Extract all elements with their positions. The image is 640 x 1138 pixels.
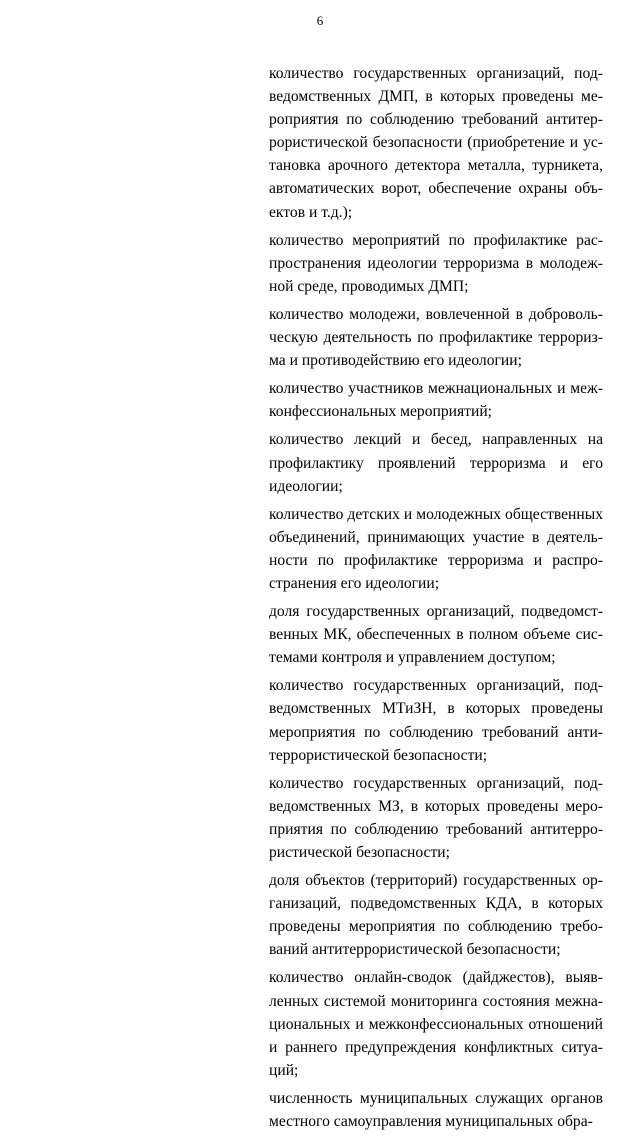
text-line: количество лекций и бесед, направленных на	[269, 431, 603, 449]
text-line: мероприятия по соблюдению требований анти-	[269, 723, 603, 741]
paragraph	[269, 869, 603, 961]
paragraph	[269, 674, 603, 766]
paragraph	[269, 503, 603, 595]
text-line: пространения идеологии терроризма в молодеж-	[269, 254, 603, 272]
text-line: проведены мероприятия по соблюдению требо-	[269, 918, 603, 936]
page-number: 6	[316, 13, 324, 28]
paragraph	[269, 377, 603, 423]
text-line: количество участников межнациональных и меж-	[269, 380, 603, 398]
text-line: ектов и т.д.);	[269, 203, 353, 221]
text-line: рористической безопасности (приобретение и ус-	[269, 134, 603, 152]
paragraph	[269, 62, 603, 224]
text-line: циональных и межконфессиональных отношений	[269, 1015, 603, 1033]
text-line: численность муниципальных служащих органов	[269, 1089, 603, 1107]
text-line: автоматических ворот, обеспечение охраны объ-	[269, 180, 603, 198]
text-column	[269, 62, 603, 1138]
text-line: количество государственных организаций, под-	[269, 677, 603, 695]
text-line: ма и противодействию его идеологии;	[269, 352, 522, 370]
text-line: ристической безопасности;	[269, 844, 450, 861]
text-line: местного самоуправления муниципальных обра-	[269, 1113, 593, 1131]
text-line: количество государственных организаций, под-	[269, 65, 603, 82]
text-line: роприятия по соблюдению требований антитер-	[269, 111, 603, 129]
text-line: ной среде, проводимых ДМП;	[269, 277, 469, 295]
text-line: венных МК, обеспеченных в полном объеме сис-	[269, 626, 603, 644]
text-line: количество детских и молодежных общественных	[269, 505, 603, 523]
text-line: ций;	[269, 1061, 299, 1079]
text-line: объединений, принимающих участие в деятель-	[269, 528, 603, 546]
text-line: ленных системой мониторинга состояния межна-	[269, 992, 603, 1010]
paragraph	[269, 600, 603, 669]
paragraph	[269, 1087, 603, 1133]
text-line: темами контроля и управлением доступом;	[269, 649, 556, 667]
text-line: приятия по соблюдению требований антитерро-	[269, 820, 603, 838]
text-line: идеологии;	[269, 477, 343, 495]
text-line: доля объектов (территорий) государственных ор-	[269, 872, 603, 890]
text-line: ганизаций, подведомственных КДА, в которых	[269, 895, 603, 913]
text-line: ности по профилактике терроризма и распро-	[269, 551, 603, 569]
text-line: странения его идеологии;	[269, 574, 440, 592]
paragraph	[269, 428, 603, 497]
text-line: ведомственных МТиЗН, в которых проведены	[269, 700, 603, 718]
text-line: террористической безопасности;	[269, 746, 488, 764]
text-line: количество онлайн-сводок (дайджестов), выяв-	[269, 969, 603, 987]
text-line: ведомственных МЗ, в которых проведены меро-	[269, 797, 603, 815]
text-line: конфессиональных мероприятий;	[269, 403, 493, 421]
paragraph	[269, 966, 603, 1081]
text-line: количество молодежи, вовлеченной в доброволь-	[269, 305, 603, 323]
text-line: тановка арочного детектора металла, турникета,	[269, 157, 603, 175]
text-line: количество мероприятий по профилактике рас-	[269, 231, 603, 249]
paragraph	[269, 229, 603, 298]
text-line: и раннего предупреждения конфликтных ситуа-	[269, 1038, 603, 1056]
text-line: профилактику проявлений терроризма и его	[269, 454, 603, 472]
paragraph	[269, 303, 603, 372]
text-line: количество государственных организаций, под-	[269, 774, 603, 792]
paragraph	[269, 772, 603, 864]
text-line: ваний антитеррористической безопасности;	[269, 941, 561, 959]
text-line: ческую деятельность по профилактике террориз-	[269, 329, 603, 347]
text-line: ведомственных ДМП, в которых проведены ме-	[269, 88, 603, 106]
text-line: доля государственных организаций, подведомст-	[269, 603, 603, 621]
